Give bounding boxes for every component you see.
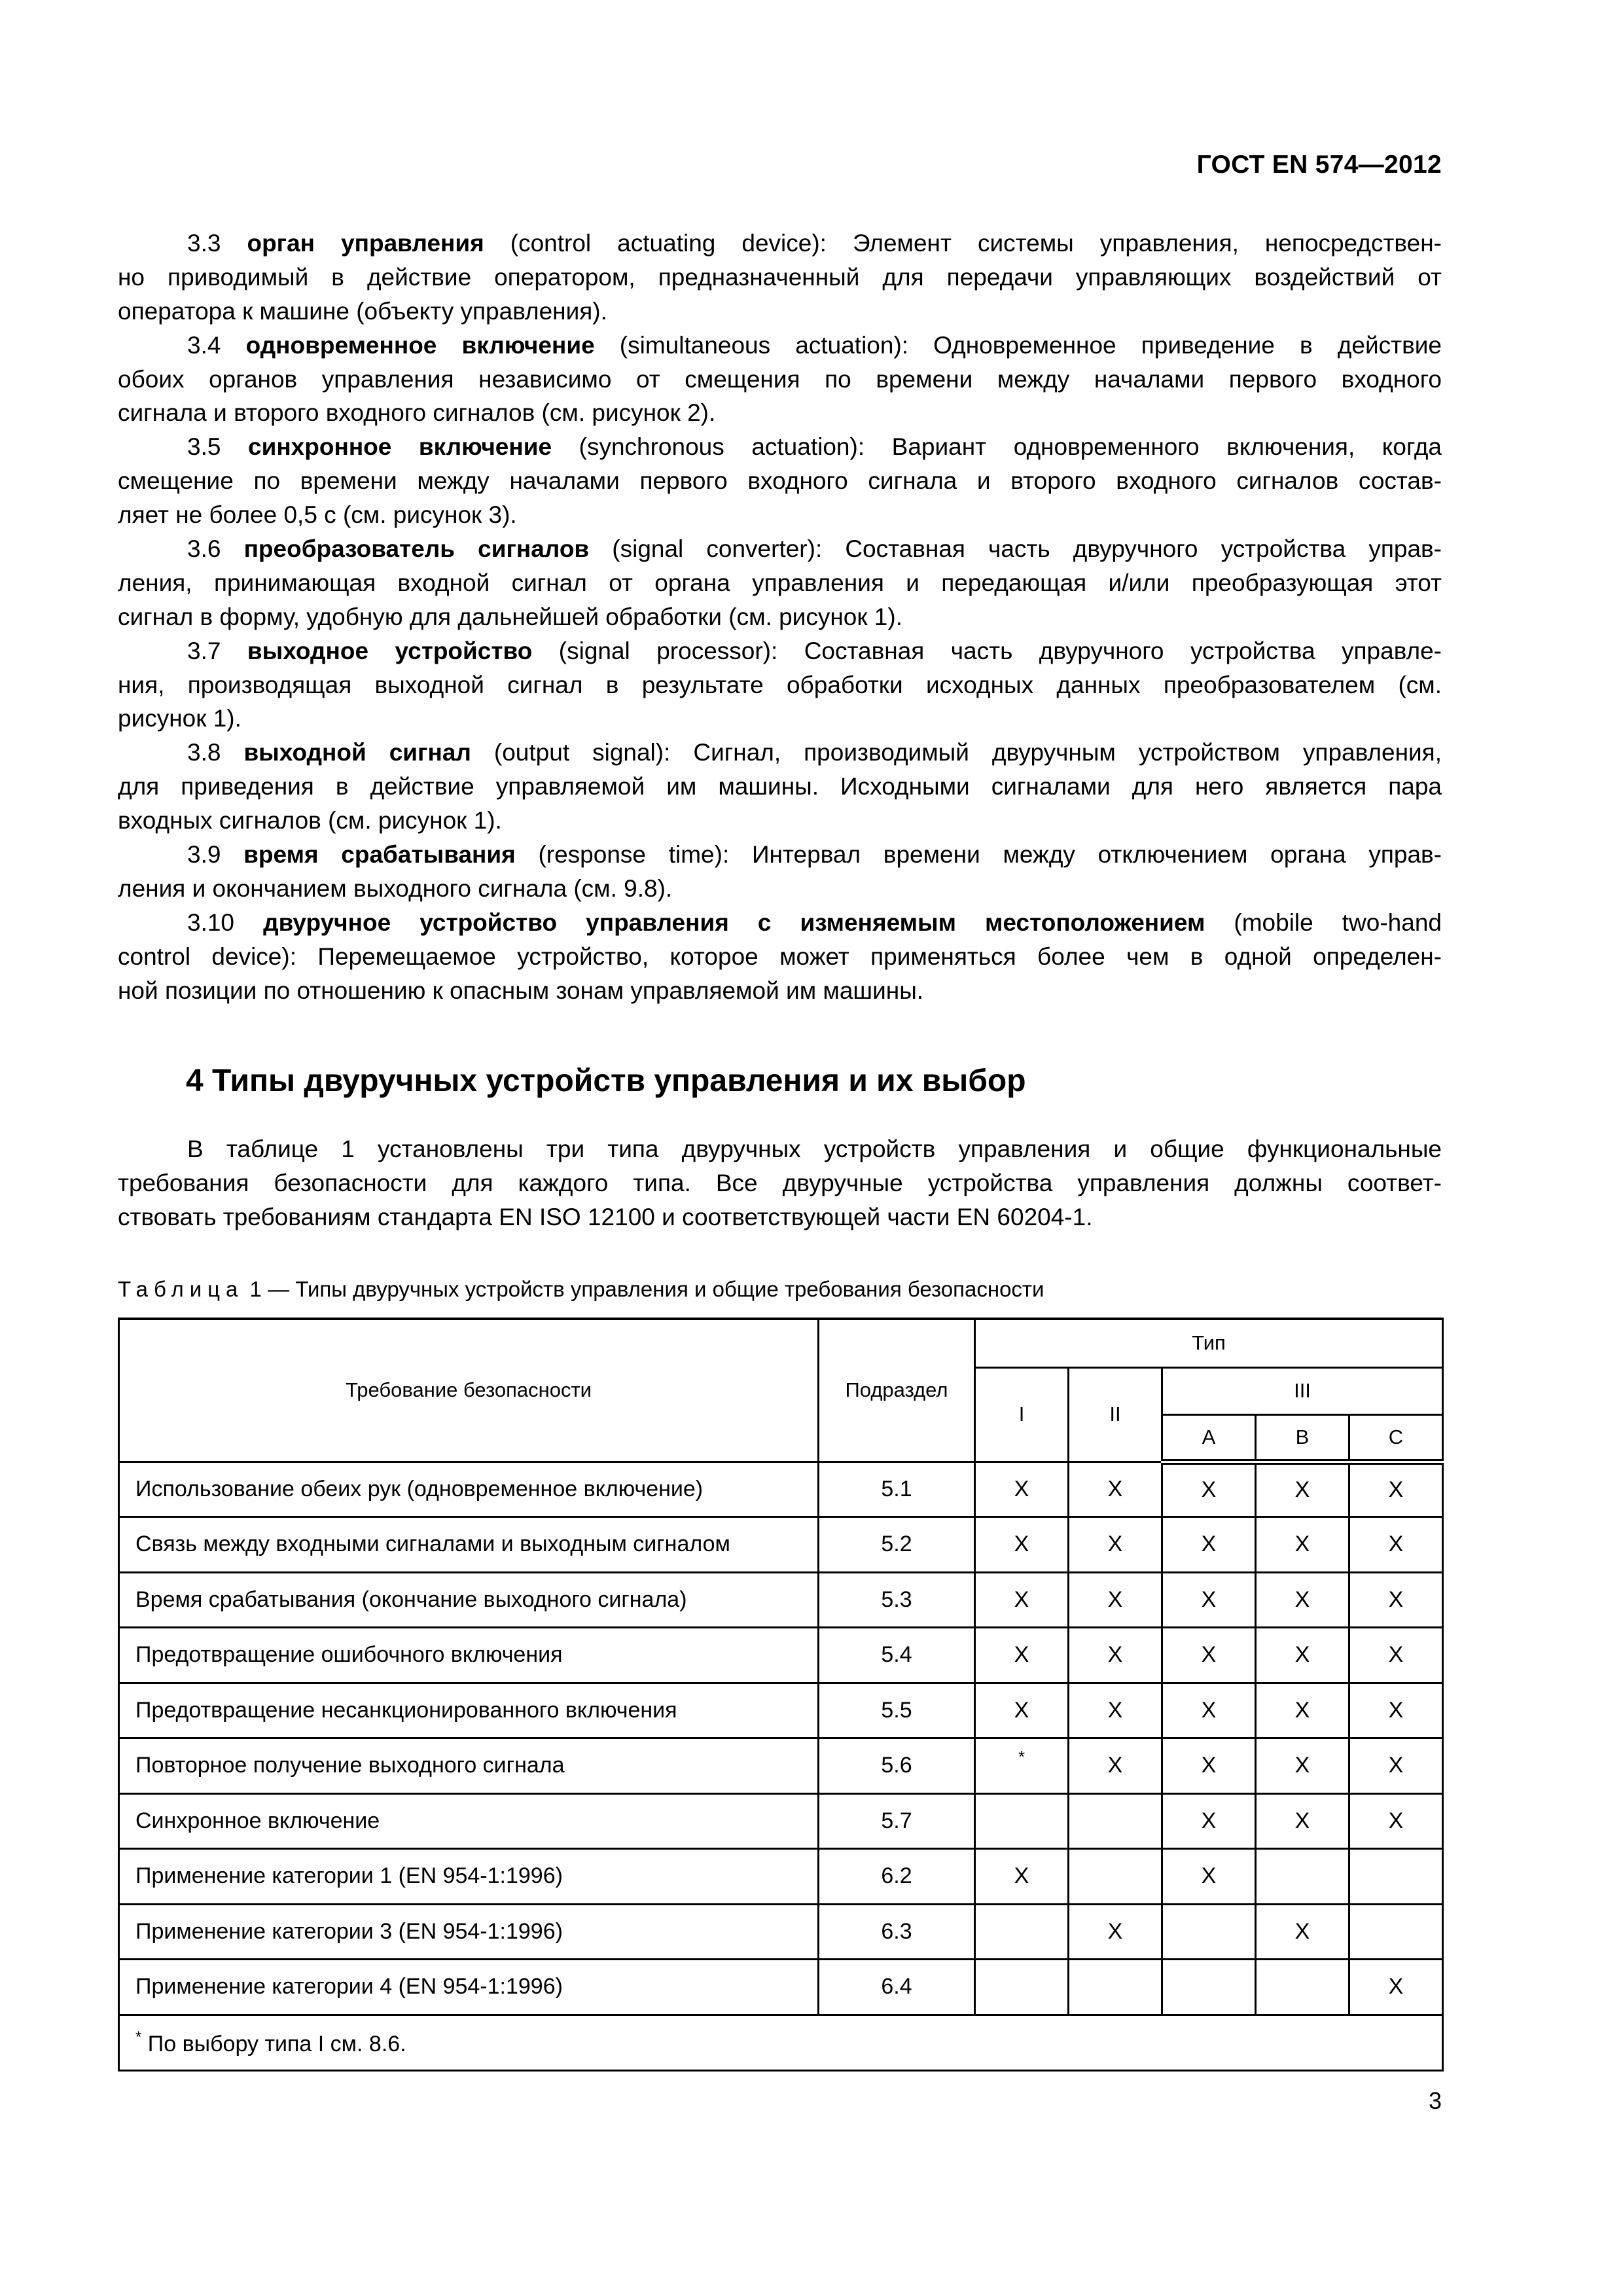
- definition-3-8-line-1: 3.8 выходной сигнал (output signal): Сигнал, производимый двуручным устройством управления,: [187, 739, 1442, 766]
- footnote-mark: *: [135, 2028, 142, 2046]
- table-row: [119, 1517, 1443, 1573]
- term: время срабатывания: [243, 841, 516, 869]
- term: выходной сигнал: [243, 739, 471, 766]
- term: выходное устройство: [247, 637, 533, 664]
- term: преобразователь сигналов: [243, 535, 590, 563]
- table-caption-number: 1 —: [243, 1277, 296, 1301]
- type-I-cell: [975, 1793, 1069, 1849]
- definition-line: ления и окончанием выходного сигнала (см. 9.8).: [118, 874, 673, 902]
- definition-line: ной позиции по отношению к опасным зонам управляемой им машины.: [118, 977, 924, 1004]
- type-III-C-cell: [1349, 1849, 1443, 1905]
- table-row: [119, 1849, 1443, 1905]
- requirement-cell: Применение категории 1 (EN 954-1:1996): [119, 1849, 819, 1905]
- requirement-cell: Применение категории 4 (EN 954-1:1996): [119, 1960, 819, 2015]
- subsection-cell: 6.4: [819, 1960, 975, 2015]
- header-type-II: II: [1069, 1367, 1162, 1462]
- type-II-cell: X: [1069, 1462, 1162, 1517]
- subsection-cell: 5.6: [819, 1738, 975, 1794]
- type-I-cell: X: [975, 1572, 1069, 1628]
- definition-line: ния, производящая выходной сигнал в результате обработки исходных данных преобразователем (см.: [118, 671, 1442, 698]
- term: синхронное включение: [248, 433, 552, 461]
- table-row: [119, 1572, 1443, 1628]
- type-III-C-cell: X: [1349, 1683, 1443, 1738]
- type-III-C-cell: X: [1349, 1462, 1443, 1517]
- definition-3-10-line-1: 3.10 двуручное устройство управления с изменяемым местоположением (mobile two-hand: [187, 908, 1442, 936]
- type-III-B-cell: X: [1256, 1683, 1349, 1738]
- type-II-cell: [1069, 1793, 1162, 1849]
- requirement-cell: Предотвращение несанкционированного включения: [119, 1683, 819, 1738]
- type-II-cell: X: [1069, 1904, 1162, 1960]
- table-row: [119, 1904, 1443, 1960]
- type-III-A-cell: X: [1162, 1517, 1256, 1573]
- table-row: [119, 1793, 1443, 1849]
- type-III-C-cell: X: [1349, 1572, 1443, 1628]
- header-type-III-C: C: [1349, 1414, 1443, 1462]
- subsection-cell: 5.4: [819, 1628, 975, 1683]
- subsection-cell: 5.7: [819, 1793, 975, 1849]
- type-I-cell: X: [975, 1849, 1069, 1905]
- table-row: [119, 1738, 1443, 1794]
- definition-3-3-line-1: 3.3 орган управления (control actuating device): Элемент системы управления, непосредствен-: [187, 230, 1442, 257]
- type-III-B-cell: X: [1256, 1628, 1349, 1683]
- definition-3-7-line-1: 3.7 выходное устройство (signal processor): Составная часть двуручного устройства управле-: [187, 637, 1442, 664]
- table-caption: [118, 1275, 1044, 1304]
- type-III-A-cell: X: [1162, 1738, 1256, 1794]
- definition-line: control device): Перемещаемое устройство, которое может применяться более чем в одной определен-: [118, 942, 1442, 970]
- subsection-cell: 6.2: [819, 1849, 975, 1905]
- definition-3-6-line-1: 3.6 преобразователь сигналов (signal converter): Составная часть двуручного устройства управ-: [187, 535, 1442, 563]
- definition-line: но приводимый в действие оператором, предназначенный для передачи управляющих воздействий от: [118, 263, 1442, 291]
- type-III-B-cell: X: [1256, 1517, 1349, 1573]
- type-III-C-cell: X: [1349, 1793, 1443, 1849]
- type-I-cell: [975, 1960, 1069, 2015]
- definition-line: рисунок 1).: [118, 705, 241, 732]
- type-I-cell: X: [975, 1462, 1069, 1517]
- subsection-cell: 5.5: [819, 1683, 975, 1738]
- type-III-B-cell: [1256, 1849, 1349, 1905]
- type-II-cell: X: [1069, 1517, 1162, 1573]
- type-III-B-cell: X: [1256, 1462, 1349, 1517]
- header-requirement: Требование безопасности: [119, 1319, 819, 1462]
- section-intro-paragraph: [118, 1132, 1442, 1234]
- definition-line: сигнал в форму, удобную для дальнейшей обработки (см. рисунок 1).: [118, 603, 902, 630]
- subsection-cell: 5.1: [819, 1462, 975, 1517]
- type-II-cell: [1069, 1960, 1162, 2015]
- definition-line: смещение по времени между началами первого входного сигнала и второго входного сигналов состав-: [118, 467, 1442, 495]
- type-III-C-cell: [1349, 1904, 1443, 1960]
- type-III-A-cell: X: [1162, 1628, 1256, 1683]
- type-I-cell: X: [975, 1517, 1069, 1573]
- type-II-cell: X: [1069, 1683, 1162, 1738]
- intro-line: В таблице 1 установлены три типа двуручных устройств управления и общие функциональные: [187, 1136, 1442, 1162]
- subsection-cell: 6.3: [819, 1904, 975, 1960]
- header-subsection: Подраздел: [819, 1319, 975, 1462]
- type-III-A-cell: X: [1162, 1793, 1256, 1849]
- page-number: 3: [1428, 2087, 1442, 2114]
- term: одновременное включение: [245, 331, 595, 359]
- type-III-A-cell: X: [1162, 1462, 1256, 1517]
- intro-line: требования безопасности для каждого типа. Все двуручные устройства управления должны соответ-: [118, 1169, 1442, 1196]
- type-III-A-cell: X: [1162, 1849, 1256, 1905]
- header-type: Тип: [975, 1319, 1443, 1367]
- section-heading: 4 Типы двуручных устройств управления и их выбор: [186, 1064, 1026, 1098]
- type-III-B-cell: X: [1256, 1572, 1349, 1628]
- header-type-III-B: B: [1256, 1414, 1349, 1462]
- definition-line: обоих органов управления независимо от смещения по времени между началами первого входного: [118, 365, 1442, 393]
- type-III-B-cell: X: [1256, 1738, 1349, 1794]
- term: двуручное устройство управления с изменяемым местоположением: [263, 908, 1205, 936]
- header-type-III-A: A: [1162, 1414, 1256, 1462]
- type-III-A-cell: X: [1162, 1683, 1256, 1738]
- type-I-cell: X: [975, 1628, 1069, 1683]
- definition-3-5-line-1: 3.5 синхронное включение (synchronous actuation): Вариант одновременного включения, когда: [187, 433, 1442, 461]
- footnote-text: По выбору типа I см. 8.6.: [141, 2031, 406, 2056]
- type-III-B-cell: X: [1256, 1793, 1349, 1849]
- intro-line: ствовать требованиям стандарта EN ISO 12100 и соответствующей части EN 60204-1.: [118, 1203, 1093, 1230]
- table-row: [119, 1683, 1443, 1738]
- definitions-section: [118, 226, 1442, 1007]
- table-caption-title: Типы двуручных устройств управления и общие требования безопасности: [295, 1277, 1044, 1301]
- table-caption-label: Таблица: [118, 1277, 244, 1301]
- requirement-cell: Предотвращение ошибочного включения: [119, 1628, 819, 1683]
- subsection-cell: 5.2: [819, 1517, 975, 1573]
- type-III-A-cell: [1162, 1960, 1256, 2015]
- table-footnote: [119, 2015, 1443, 2070]
- type-III-B-cell: X: [1256, 1904, 1349, 1960]
- definition-line: ляет не более 0,5 с (см. рисунок 3).: [118, 501, 517, 529]
- definition-line: входных сигналов (см. рисунок 1).: [118, 807, 502, 834]
- definition-line: для приведения в действие управляемой им машины. Исходными сигналами для него является пара: [118, 773, 1442, 800]
- type-III-A-cell: X: [1162, 1572, 1256, 1628]
- header-type-III: III: [1162, 1367, 1443, 1414]
- table-row: [119, 1960, 1443, 2015]
- table-row: [119, 1462, 1443, 1517]
- subsection-cell: 5.3: [819, 1572, 975, 1628]
- type-I-cell-footnote-mark: *: [975, 1738, 1069, 1794]
- definition-line: сигнала и второго входного сигналов (см. рисунок 2).: [118, 399, 716, 427]
- type-III-C-cell: X: [1349, 1628, 1443, 1683]
- definition-3-9-line-1: 3.9 время срабатывания (response time): Интервал времени между отключением органа управ-: [187, 841, 1442, 869]
- type-III-C-cell: X: [1349, 1960, 1443, 2015]
- type-I-cell: X: [975, 1683, 1069, 1738]
- requirement-cell: Время срабатывания (окончание выходного сигнала): [119, 1572, 819, 1628]
- definition-line: ления, принимающая входной сигнал от органа управления и передающая и/или преобразующая этот: [118, 569, 1442, 596]
- type-II-cell: X: [1069, 1628, 1162, 1683]
- requirement-cell: Связь между входными сигналами и выходным сигналом: [119, 1517, 819, 1573]
- type-III-C-cell: X: [1349, 1738, 1443, 1794]
- safety-requirements-table: [118, 1318, 1444, 2072]
- type-III-A-cell: [1162, 1904, 1256, 1960]
- type-III-C-cell: X: [1349, 1517, 1443, 1573]
- table-row: [119, 1628, 1443, 1683]
- term: орган управления: [247, 230, 484, 257]
- header-type-I: I: [975, 1367, 1069, 1462]
- type-II-cell: [1069, 1849, 1162, 1905]
- requirement-cell: Применение категории 3 (EN 954-1:1996): [119, 1904, 819, 1960]
- requirement-cell: Синхронное включение: [119, 1793, 819, 1849]
- requirement-cell: Использование обеих рук (одновременное включение): [119, 1462, 819, 1517]
- requirement-cell: Повторное получение выходного сигнала: [119, 1738, 819, 1794]
- type-III-B-cell: [1256, 1960, 1349, 2015]
- definition-3-4-line-1: 3.4 одновременное включение (simultaneous actuation): Одновременное приведение в действие: [187, 331, 1442, 359]
- type-II-cell: X: [1069, 1738, 1162, 1794]
- type-II-cell: X: [1069, 1572, 1162, 1628]
- document-designation: ГОСТ EN 574—2012: [1196, 151, 1442, 179]
- definition-line: оператора к машине (объекту управления).: [118, 297, 607, 325]
- type-I-cell: [975, 1904, 1069, 1960]
